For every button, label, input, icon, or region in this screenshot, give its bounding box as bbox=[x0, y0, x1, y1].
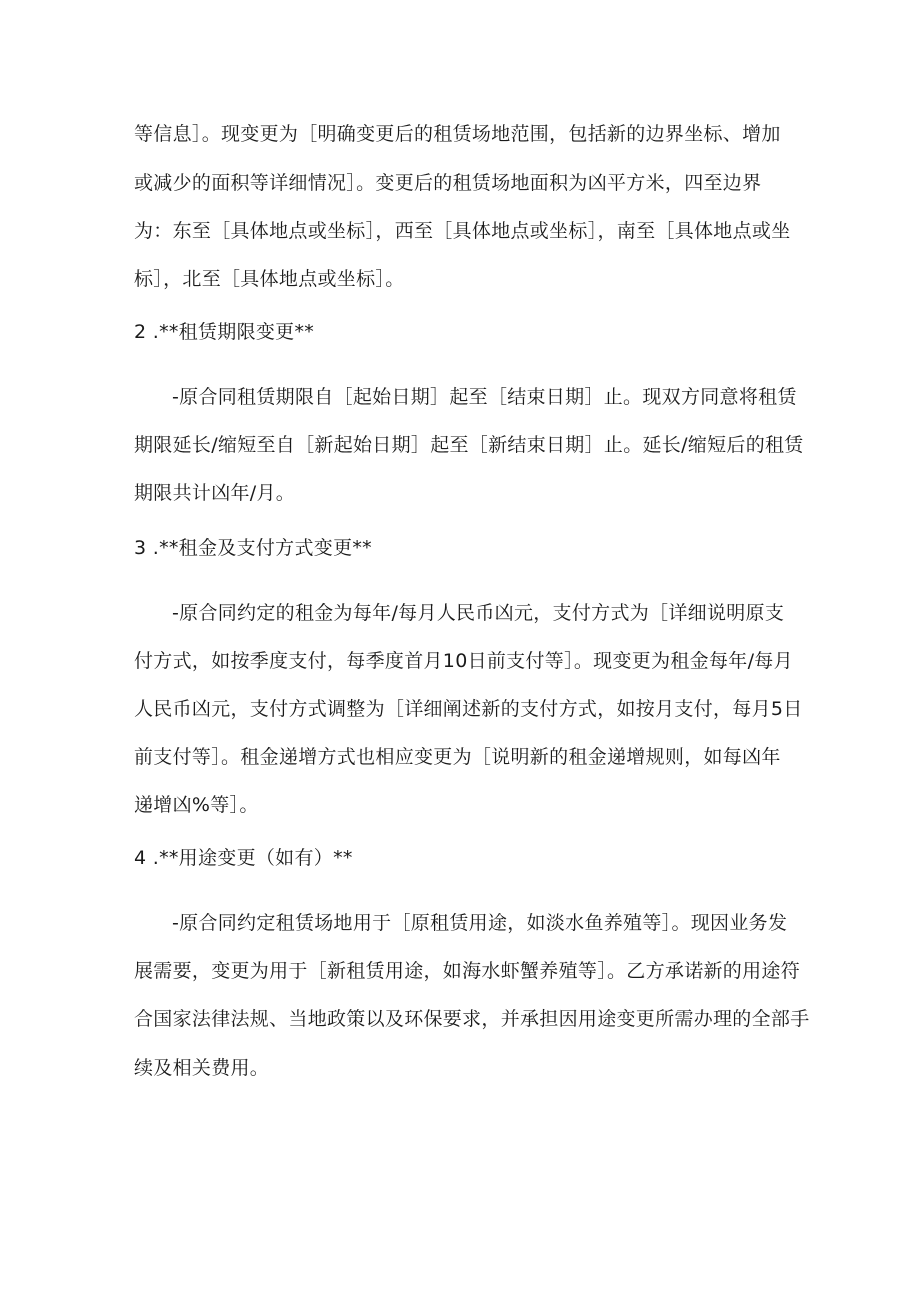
paragraph-line: 展需要，变更为用于［新租赁用途，如海水虾蟹养殖等］。乙方承诺新的用途符 bbox=[134, 960, 801, 982]
paragraph-line: 期限延长/缩短至自［新起始日期］起至［新结束日期］止。延长/缩短后的租赁 bbox=[134, 434, 804, 456]
paragraph-line: -原合同约定租赁场地用于［原租赁用途，如淡水鱼养殖等］。现因业务发 bbox=[172, 912, 788, 934]
paragraph-line: 等信息］。现变更为［明确变更后的租赁场地范围，包括新的边界坐标、增加 bbox=[134, 123, 781, 145]
paragraph-line: 递增凶%等］。 bbox=[134, 794, 259, 816]
paragraph-line: 为：东至［具体地点或坐标］，西至［具体地点或坐标］，南至［具体地点或坐 bbox=[134, 220, 791, 242]
paragraph-line: 续及相关费用。 bbox=[134, 1057, 270, 1079]
paragraph-line: 人民币凶元，支付方式调整为［详细阐述新的支付方式，如按月支付，每月5日 bbox=[134, 698, 803, 720]
paragraph-line: 或减少的面积等详细情况］。变更后的租赁场地面积为凶平方米，四至边界 bbox=[134, 172, 762, 194]
section-heading: 3 .**租金及支付方式变更** bbox=[134, 537, 372, 559]
paragraph-line: -原合同租赁期限自［起始日期］起至［结束日期］止。现双方同意将租赁 bbox=[172, 386, 797, 408]
paragraph-line: 合国家法律法规、当地政策以及环保要求，并承担因用途变更所需办理的全部手 bbox=[134, 1008, 810, 1030]
section-heading: 2 .**租赁期限变更** bbox=[134, 321, 315, 343]
section-heading: 4 .**用途变更（如有）** bbox=[134, 847, 353, 869]
paragraph-line: -原合同约定的租金为每年/每月人民币凶元，支付方式为［详细说明原支 bbox=[172, 602, 785, 624]
paragraph-line: 付方式，如按季度支付，每季度首月10日前支付等］。现变更为租金每年/每月 bbox=[134, 650, 793, 672]
paragraph-line: 前支付等］。租金递增方式也相应变更为［说明新的租金递增规则，如每凶年 bbox=[134, 746, 781, 768]
paragraph-line: 标］，北至［具体地点或坐标］。 bbox=[134, 268, 405, 290]
paragraph-line: 期限共计凶年/月。 bbox=[134, 482, 296, 504]
